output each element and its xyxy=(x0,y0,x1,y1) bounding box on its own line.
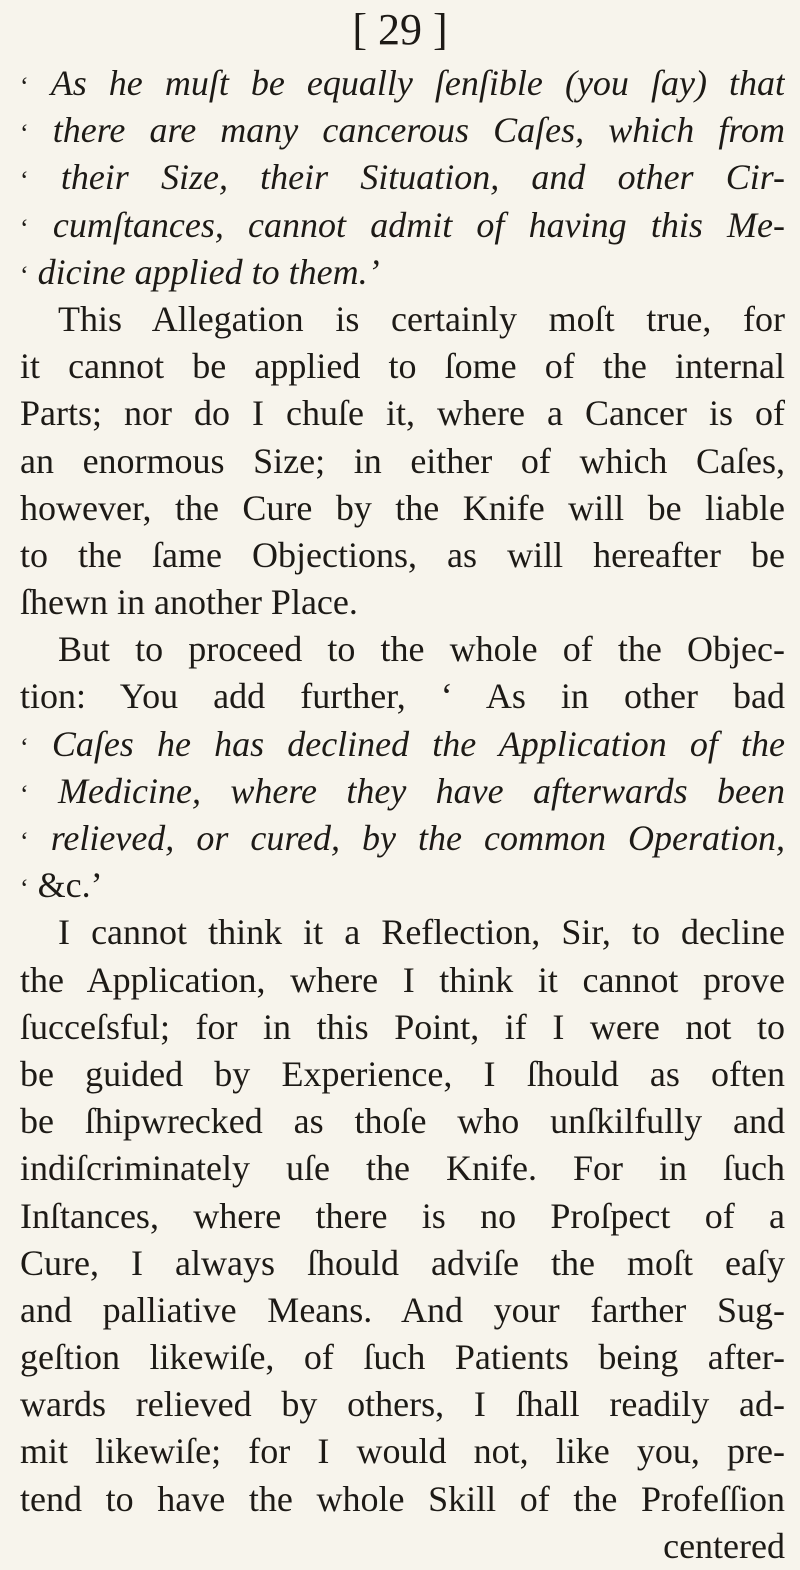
text-line: be ſhipwrecked as thoſe who unſkilfully and xyxy=(20,1101,785,1142)
text-line: ‘ Caſes he has declined the Application of the xyxy=(20,723,785,764)
text-line: ‘ there are many cancerous Caſes, which from xyxy=(20,110,785,151)
text-line: ‘ &c.’ xyxy=(20,865,103,906)
text-line: however, the Cure by the Knife will be liable xyxy=(20,487,785,528)
text-line: ‘ As he muſt be equally ſenſible (you ſay) that xyxy=(20,63,785,103)
text-line: ‘ Medicine, where they have afterwards been xyxy=(20,770,785,811)
text-line: ‘ dicine applied to them.’ xyxy=(20,251,380,292)
text-line: tion: You add further, ‘ As in other bad xyxy=(20,676,785,717)
text-line: Inſtances, where there is no Proſpect of a xyxy=(20,1195,785,1236)
text-line: ſhewn in another Place. xyxy=(20,582,358,623)
text-line: to the ſame Objections, as will hereafter be xyxy=(20,534,785,575)
text-line: tend to have the whole Skill of the Profeſſion xyxy=(20,1478,785,1519)
text-line: wards relieved by others, I ſhall readily ad- xyxy=(20,1384,785,1425)
text-line: ‘ their Size, their Situation, and other Cir- xyxy=(20,157,785,198)
text-line: indiſcriminately uſe the Knife. For in ſuch xyxy=(20,1148,785,1189)
text-line: and palliative Means. And your farther Sug- xyxy=(20,1289,785,1330)
text-line: an enormous Size; in either of which Caſes, xyxy=(20,440,785,481)
text-line: it cannot be applied to ſome of the internal xyxy=(20,346,785,387)
text-line: Cure, I always ſhould adviſe the moſt eaſy xyxy=(20,1242,785,1283)
text-line: the Application, where I think it cannot prove xyxy=(20,959,785,1000)
page-number: [ 29 ] xyxy=(352,5,448,54)
body-text xyxy=(20,60,785,1570)
text-line: But to proceed to the whole of the Objec- xyxy=(58,629,785,670)
text-line: I cannot think it a Reflection, Sir, to decline xyxy=(58,912,785,953)
text-line: This Allegation is certainly moſt true, for xyxy=(58,298,785,339)
text-line: be guided by Experience, I ſhould as often xyxy=(20,1053,785,1094)
text-line: geſtion likewiſe, of ſuch Patients being after- xyxy=(20,1337,785,1378)
text-line: ſucceſsful; for in this Point, if I were not to xyxy=(20,1006,785,1047)
text-line: mit likewiſe; for I would not, like you, pre- xyxy=(20,1431,785,1472)
catchword: centered xyxy=(663,1525,785,1566)
text-line: Parts; nor do I chuſe it, where a Cancer is of xyxy=(20,393,785,434)
text-line: ‘ cumſtances, cannot admit of having this Me- xyxy=(20,204,785,245)
text-line: ‘ relieved, or cured, by the common Operation, xyxy=(20,818,785,858)
